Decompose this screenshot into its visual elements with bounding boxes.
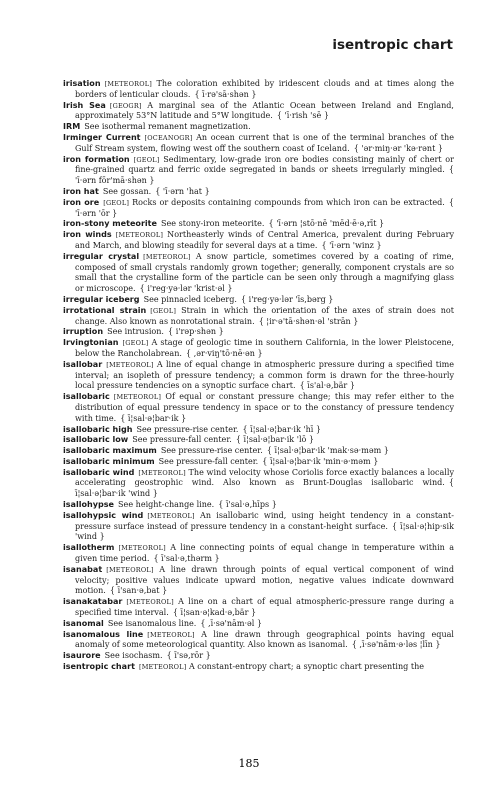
entry-headword: iron-stony meteorite <box>63 219 157 229</box>
entry-headword: isanomal <box>63 618 104 628</box>
dictionary-entry <box>63 306 454 328</box>
entry-headword: isallobaric <box>63 392 110 402</box>
entry-definition: An isallobaric wind, using height tendency in a constant-pressure surface instead of pressure tendency in a constant-height surface. <box>75 510 454 531</box>
entry-pronunciation: { īs'al·ə‚bär } <box>299 381 355 391</box>
entry-field-tag: [GEOL] <box>150 306 177 315</box>
entry-definition: The wind velocity whose Coriolis force exactly balances a locally accelerating geostrophic wind. Also known as Brunt-Douglas isallobaric wind. <box>75 467 454 488</box>
entry-headword: Irminger Current <box>63 132 141 142</box>
entry-pronunciation: { ī·rə'sā·shən } <box>194 89 257 99</box>
entry-definition: See pressure-rise center. <box>136 424 239 434</box>
dictionary-entry <box>63 457 454 468</box>
entry-pronunciation: { ī'sal·ə‚hīps } <box>218 500 277 510</box>
entry-headword: isallohypsic wind <box>63 510 144 520</box>
entry-definition: A marginal sea of the Atlantic Ocean between Ireland and England, approximately 53°N latitude and 5°W longitude. <box>75 100 454 121</box>
entry-headword: isallobaric wind <box>63 467 135 477</box>
entry-definition: See pressure-fall center. <box>132 435 232 445</box>
entry-pronunciation: { 'ī·ərn 'ōr } <box>75 197 454 218</box>
entry-field-tag: [GEOL] <box>122 339 149 348</box>
dictionary-entry <box>63 122 454 133</box>
dictionary-entry <box>63 79 454 101</box>
entry-definition: A line drawn through geographical points having equal anomaly of some meteorological quantity. Also known as isanomal. <box>75 629 455 650</box>
dictionary-entry <box>63 219 454 230</box>
dictionary-entry <box>63 597 454 619</box>
entry-headword: isentropic chart <box>63 662 135 672</box>
entry-definition: A line on a chart of equal atmospheric-pressure range during a specified time interval. <box>75 597 454 618</box>
entry-pronunciation: { ī¦sal·ə¦bar·ik 'hī } <box>242 424 322 434</box>
dictionary-entry <box>63 468 454 500</box>
entry-definition: See height-change line. <box>118 500 215 510</box>
entry-field-tag: [METEOROL] <box>138 663 187 672</box>
entry-pronunciation: { ī'sə‚rōr } <box>166 651 211 661</box>
dictionary-entry <box>63 101 454 123</box>
entry-field-tag: [METEOROL] <box>147 511 195 520</box>
entry-definition: See pressure-fall center. <box>158 456 259 466</box>
entry-field-tag: [OCEANOGR] <box>144 133 193 142</box>
entry-definition: A constant-entropy chart; a synoptic chart presenting the <box>188 662 425 672</box>
entry-pronunciation: { 'ī·ərn fōr'mā·shən } <box>75 165 454 186</box>
entry-headword: isallobar <box>63 359 103 369</box>
entry-headword: isaurore <box>63 651 101 661</box>
dictionary-entry <box>63 446 454 457</box>
entry-definition: See intrusion. <box>107 327 164 337</box>
entry-definition: Of equal or constant pressure change; this may refer either to the distribution of equal pressure tendency in space or to the constancy of pressure tendency with time. <box>75 392 454 423</box>
entry-pronunciation: { ī¦sal·ə¦bar·ik } <box>120 413 187 423</box>
dictionary-entry <box>63 619 454 630</box>
entry-pronunciation: { 'ər·miŋ·ər 'kə·rənt } <box>353 143 443 153</box>
dictionary-entry <box>63 630 454 652</box>
entry-headword: isanomalous line <box>63 629 144 639</box>
entry-headword: iron formation <box>63 154 130 164</box>
entry-field-tag: [METEOROL] <box>104 80 153 88</box>
dictionary-entry <box>63 543 454 565</box>
entry-headword: irrotational strain <box>63 305 147 315</box>
dictionary-entry <box>63 187 454 198</box>
dictionary-entry <box>63 133 454 155</box>
dictionary-entry <box>63 327 454 338</box>
entry-pronunciation: { ī'san·ə‚bat } <box>109 586 168 596</box>
entry-field-tag: [METEOROL] <box>143 252 191 261</box>
entry-headword: irruption <box>63 327 104 337</box>
entry-headword: isanakatabar <box>63 597 123 607</box>
entry-headword: isallobaric maximum <box>63 446 157 456</box>
entry-headword: iron hat <box>63 186 99 196</box>
entry-definition: See isanomalous line. <box>107 618 197 628</box>
entry-headword: irregular iceberg <box>63 294 140 304</box>
entry-pronunciation: { i'reg·yə·lər 'krist·əl } <box>139 284 233 294</box>
entry-pronunciation: { ‚ər·viŋ'tō·nē·ən } <box>185 348 263 358</box>
entry-pronunciation: { 'ī·ərn 'winz } <box>321 240 382 250</box>
entry-definition: See isochasm. <box>104 651 163 661</box>
entry-pronunciation: { ī¦sal·ə¦bar·ik 'min·ə·məm } <box>262 456 379 466</box>
entry-field-tag: [GEOL] <box>133 155 160 164</box>
entry-headword: Irish Sea <box>63 100 106 110</box>
entry-pronunciation: { 'ī·rish 'sē } <box>276 111 329 121</box>
entry-field-tag: [METEOROL] <box>138 468 186 477</box>
entry-definition: Strain in which the orientation of the axes of strain does not change. Also known as nonrotational strain. <box>75 305 454 326</box>
dictionary-entry <box>63 662 454 673</box>
entry-pronunciation: { 'ī·ərn ¦stō·nē 'mēd·ē·ə‚rīt } <box>268 219 385 229</box>
entry-definition: See isothermal remanent magnetization. <box>84 122 251 132</box>
entry-definition: See pinnacled iceberg. <box>143 294 237 304</box>
dictionary-entry <box>63 435 454 446</box>
entry-definition: See gossan. <box>102 186 152 196</box>
entry-field-tag: [METEOROL] <box>115 231 164 240</box>
entry-headword: irregular crystal <box>63 251 140 261</box>
entry-definition: Northeasterly winds of Central America, prevalent during February and March, and blowing steadily for several days at a time. <box>75 230 454 250</box>
entry-definition: Rocks or deposits containing compounds from which iron can be extracted. <box>132 197 445 207</box>
dictionary-entry <box>63 295 454 306</box>
entry-field-tag: [GEOL] <box>103 198 130 207</box>
entry-field-tag: [METEOROL] <box>118 544 166 553</box>
dictionary-entry <box>63 155 454 187</box>
dictionary-entry <box>63 392 454 424</box>
entry-list <box>63 79 454 673</box>
dictionary-entry <box>63 360 454 392</box>
entry-headword: irisation <box>63 79 101 88</box>
dictionary-entry <box>63 565 454 597</box>
entry-pronunciation: { ¦ir·ə'tā·shən·əl 'strān } <box>258 316 359 326</box>
dictionary-entry <box>63 230 454 252</box>
dictionary-entry <box>63 511 454 543</box>
entry-definition: A line of equal change in atmospheric pressure during a specified time interval; an isopleth of pressure tendency; a common form is drawn for the three-hourly local pressure tendencies on a synoptic surface chart. <box>75 359 454 391</box>
entry-field-tag: [METEOROL] <box>106 565 154 574</box>
entry-headword: isallotherm <box>63 543 115 553</box>
entry-pronunciation: { ‚ī·sə'nām·əl } <box>200 618 263 628</box>
dictionary-entry <box>63 500 454 511</box>
entry-definition: A line connecting points of equal change in temperature within a given time period. <box>75 543 454 564</box>
entry-field-tag: [METEOROL] <box>126 598 174 607</box>
entry-headword: iron winds <box>63 230 112 240</box>
entry-headword: isanabat <box>63 564 103 574</box>
entry-pronunciation: { ī'sal·ə‚thərm } <box>153 554 220 564</box>
entry-field-tag: [METEOROL] <box>106 360 154 369</box>
entry-definition: An ocean current that is one of the terminal branches of the Gulf Stream system, flowing west off the southern coast of Iceland. <box>75 132 454 153</box>
running-head: isentropic chart <box>332 37 453 53</box>
entry-headword: isallobaric minimum <box>63 456 155 466</box>
entry-pronunciation: { ī¦sal·ə¦bar·ik 'wind } <box>75 478 454 499</box>
entry-field-tag: [METEOROL] <box>147 630 195 639</box>
entry-headword: isallobaric high <box>63 424 133 434</box>
dictionary-entry <box>63 252 454 295</box>
entry-definition: See pressure-rise center. <box>160 446 263 456</box>
entry-headword: Irvingtonian <box>63 338 119 348</box>
entry-definition: Sedimentary, low-grade iron ore bodies consisting mainly of chert or fine-grained quartz and ferric oxide segregated in bands or sheets irregularly mingled. <box>75 154 454 175</box>
entry-field-tag: [METEOROL] <box>113 393 162 402</box>
entry-pronunciation: { ‚ī·sə'nām·ə·ləs ¦līn } <box>351 640 441 650</box>
entry-headword: iron ore <box>63 197 100 207</box>
entry-headword: isallohypse <box>63 500 115 510</box>
dictionary-entry <box>63 425 454 436</box>
entry-pronunciation: { i'reg·yə·lər 'īs‚bərg } <box>240 294 334 304</box>
dictionary-entry <box>63 198 454 220</box>
entry-pronunciation: { ī¦sal·ə¦bar·ik 'mak·sə·məm } <box>266 446 389 456</box>
entry-definition: A stage of geologic time in southern California, in the lower Pleistocene, below the Rancholabrean. <box>75 338 455 358</box>
dictionary-entry <box>63 338 454 360</box>
entry-definition: See stony-iron meteorite. <box>161 219 265 229</box>
entry-definition: A snow particle, sometimes covered by a coating of rime, composed of small crystals randomly grown together; generally, component crystals are so small that the crystalline form of the particle can be seen only through a magnifying glass or microscope. <box>75 251 454 294</box>
entry-definition: The coloration exhibited by iridescent clouds and at times along the borders of lenticular clouds. <box>75 79 454 99</box>
entry-definition: A line drawn through points of equal vertical component of wind velocity; positive values indicate upward motion, negative values indicate downward motion. <box>75 564 454 596</box>
entry-pronunciation: { ī¦san·ə¦kad·ə‚bär } <box>172 608 257 618</box>
entry-headword: isallobaric low <box>63 435 129 445</box>
entry-pronunciation: { i'rəp·shən } <box>168 327 224 337</box>
entry-field-tag: [GEOGR] <box>109 101 142 110</box>
entry-pronunciation: { ī¦sal·ə¦hip·sik 'wind } <box>75 521 454 542</box>
entry-headword: IRM <box>63 122 81 132</box>
entry-pronunciation: { 'ī·ərn 'hat } <box>155 186 210 196</box>
entry-pronunciation: { ī¦sal·ə¦bar·ik 'lō } <box>235 435 315 445</box>
dictionary-entry <box>63 651 454 662</box>
page-number: 185 <box>238 757 260 770</box>
